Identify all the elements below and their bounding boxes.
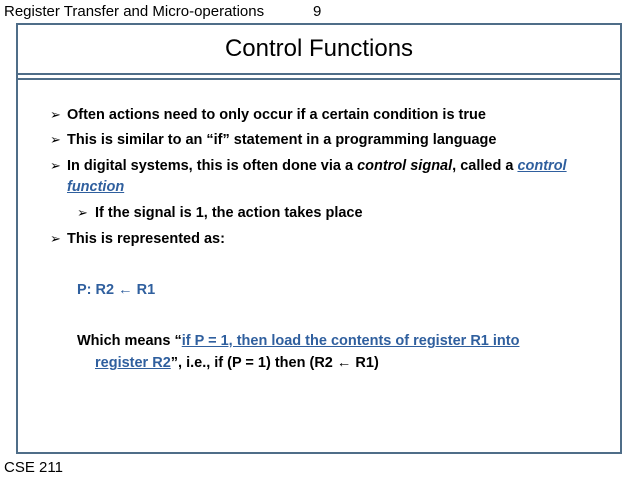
control-function-link-continued[interactable]: function [67,179,125,195]
title-divider-bottom [18,78,620,80]
arrow-bullet-icon: ➢ [50,132,61,147]
arrow-bullet-icon: ➢ [50,107,61,122]
slide-title: Control Functions [224,35,414,62]
page-number: 9 [313,3,322,20]
meaning-line-1: Which means “if P = 1, then load the contents of register R1 into [77,333,520,349]
meaning-link[interactable]: if P = 1, then load the contents of register R1 into [181,333,520,349]
arrow-bullet-icon: ➢ [50,231,61,246]
arrow-bullet-icon: ➢ [77,205,88,220]
transfer-expression: P: R2 ← R1 [77,282,156,298]
course-code: CSE 211 [4,459,63,476]
course-title: Register Transfer and Micro-operations [4,3,265,20]
title-divider-top [18,73,620,75]
arrow-bullet-icon: ➢ [50,158,61,173]
meaning-line-2: register R2”, i.e., if (P = 1) then (R2 ← R1) [95,355,379,371]
meaning-link-continued[interactable]: register R2 [95,355,171,371]
control-function-link[interactable]: control [517,158,567,174]
